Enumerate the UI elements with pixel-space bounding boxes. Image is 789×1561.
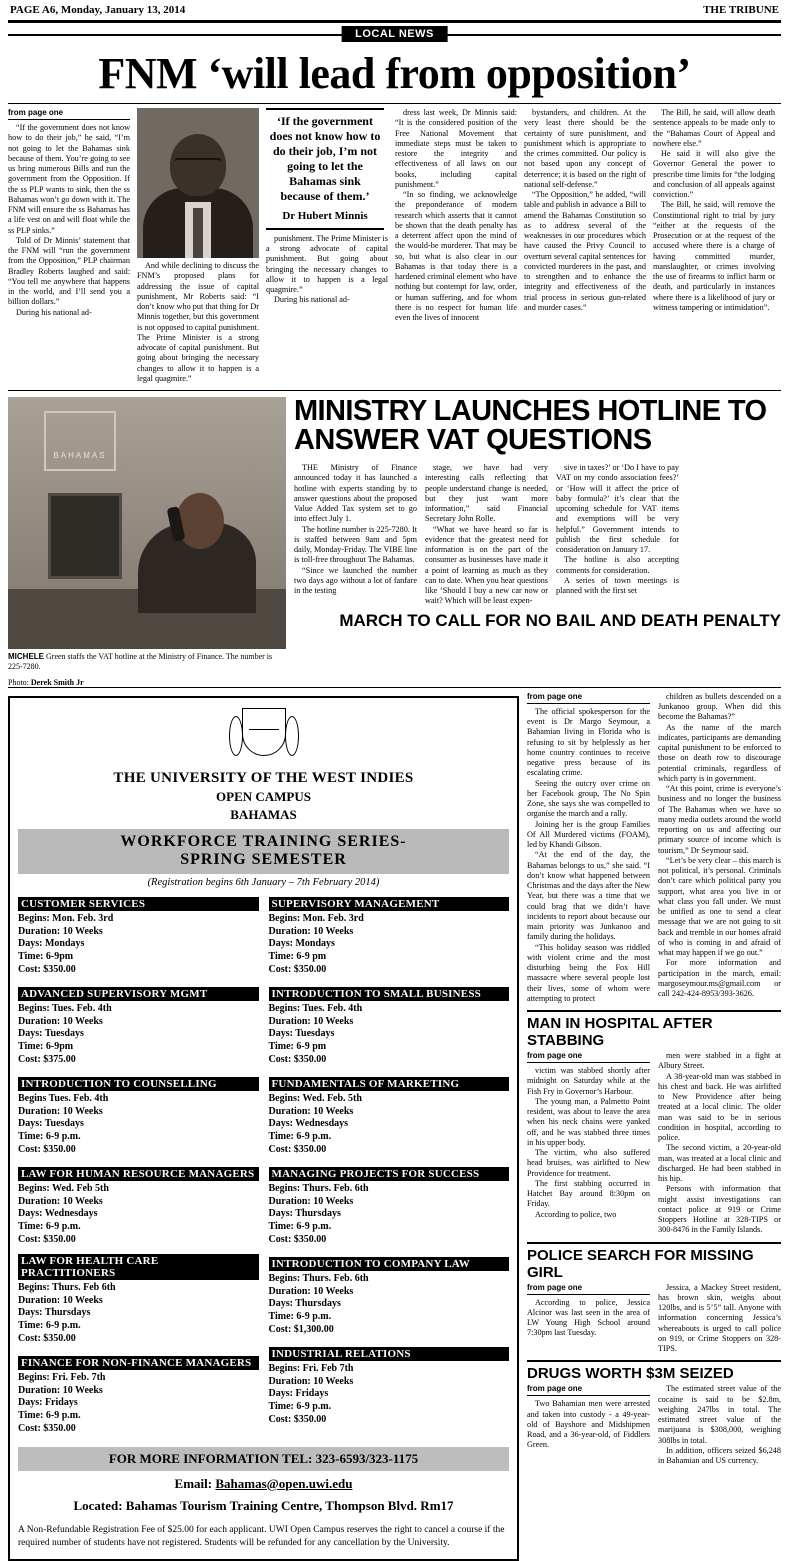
- paragraph: The hotline is also accepting comments for consideration.: [556, 555, 679, 575]
- course-duration: Duration: 10 Weeks: [268, 1105, 354, 1117]
- missing-girl-story: [527, 1283, 781, 1355]
- course-duration: Duration: 10 Weeks: [268, 925, 354, 937]
- paragraph: Two Bahamian men were arrested and taken into custody - a 49-year-old of Bayshore and Midshipmen Road, and a 36-year-old, of Fiddlers Green.: [527, 1399, 650, 1450]
- march-column-2: [658, 692, 781, 1004]
- course-time: Time: 6-9 p.m.: [268, 1131, 332, 1143]
- paragraph: According to police, Jessica Alcinor was last seen in the area of LW Young High School around 7:30pm last Tuesday.: [527, 1297, 650, 1338]
- course-item: [269, 1254, 510, 1337]
- drugs-column-2: [658, 1384, 781, 1466]
- paragraph: Seeing the outcry over crime on her Facebook group, The No Spin Zone, she says she was compelled to organise the march and a rally.: [527, 778, 650, 819]
- paragraph: “Let’s be very clear – this march is not political, it’s personal. Criminals don’t care which political party you support, what area you live in or what class you fall under. We must be unified as one to send a clear message that we are not going to sit back and tremble in our homes afraid of who is coming in and afraid of what may happen if we go out.”: [658, 855, 781, 958]
- advert-registration-dates: (Registration begins 6th January – 7th February 2014): [147, 876, 380, 888]
- advert-telephone[interactable]: FOR MORE INFORMATION TEL: 323-6593/323-1175: [18, 1447, 509, 1471]
- course-begins: Begins: Tues. Feb. 4th: [268, 1002, 363, 1014]
- photo-caption: [8, 652, 286, 673]
- paragraph: Told of Dr Minnis’ statement that the FNM will “run the government from the Opposition,” PLP chairman Bradley Roberts laughed and said: “You tell me anywhere that happens in the world, and I’ll send you a billion dollars.”: [8, 235, 130, 307]
- paragraph: Persons with information that might assist investigations can contact police at 919 or Crime Stoppers Hotline at 328-TIPS or 300-8476 in the Family Islands.: [658, 1184, 781, 1235]
- paragraph: During his national ad-: [16, 307, 92, 317]
- masthead: [8, 0, 781, 18]
- course-details: [269, 1183, 510, 1247]
- course-cost: Cost: $375.00: [18, 1053, 76, 1065]
- uwi-advertisement: [8, 696, 519, 1561]
- course-item: [269, 984, 510, 1067]
- course-details: [269, 1003, 510, 1067]
- paragraph: victim was stabbed shortly after midnight on Saturday while at the Fish Fry in Governor’s Harbour.: [527, 1066, 650, 1096]
- page-title: FNM ‘will lead from opposition’: [98, 49, 691, 98]
- paragraph: bystanders, and children. At the very least there should be the certainty of sure punishment, and punishment which is appropriate to the crimes committed. Our policy is not based upon any concept of deterrence; it is based on the right of national self-defense.”: [524, 108, 646, 189]
- course-days: Days: Fridays: [18, 1397, 78, 1409]
- paragraph: “In so finding, we acknowledge the preponderance of modern research which asserts that it cannot be shown that the death penalty has a deterrent affect upon the mind of the would-be murderer. That may be so, but what is also clear in our Bahamas is that today there is a hardened criminal element who have nothing but contempt for law, order, or human suffering, and for whom there is no respect for human life even the lives of innocent: [395, 190, 517, 322]
- vat-headline: MINISTRY LAUNCHES HOTLINE TO ANSWER VAT QUESTIONS: [294, 395, 767, 456]
- course-details: [18, 1003, 259, 1067]
- advert-location: Located: Bahamas Tourism Training Centre, Thompson Blvd. Rm17: [73, 1497, 454, 1513]
- vat-story: [8, 397, 781, 687]
- from-page-one-label: from page one: [8, 108, 130, 120]
- advert-band-line2: SPRING SEMESTER: [180, 850, 347, 868]
- course-name: ADVANCED SUPERVISORY MGMT: [18, 987, 259, 1001]
- story-column-6: [653, 108, 775, 384]
- pull-quote-attribution: Dr Hubert Minnis: [282, 210, 368, 222]
- paragraph: Joining her is the group Families Of All Murdered victims (FOAM), led by Khandi Gibson.: [527, 819, 650, 850]
- course-begins: Begins Tues. Feb. 4th: [18, 1092, 109, 1104]
- paragraph: The official spokesperson for the event is Dr Margo Seymour, a Bahamian living in Florida who is refusing to sit by helplessly as her home country continues to receive negative press because of its escalating crime.: [527, 706, 650, 778]
- course-time: Time: 6-9 p.m.: [18, 1410, 81, 1422]
- advert-institution: THE UNIVERSITY OF THE WEST INDIES: [113, 769, 414, 786]
- advert-country: BAHAMAS: [230, 806, 297, 822]
- from-page-one-label: from page one: [527, 1384, 650, 1396]
- missing-girl-column-2: [658, 1283, 781, 1355]
- course-details: [18, 1093, 259, 1157]
- paragraph: During his national ad-: [274, 295, 350, 305]
- advert-campus: OPEN CAMPUS: [216, 788, 311, 804]
- right-news-stack: [527, 692, 781, 1561]
- drugs-headline: DRUGS WORTH $3M SEIZED: [527, 1360, 781, 1382]
- course-details: [18, 913, 259, 977]
- course-item: [269, 1074, 510, 1157]
- course-time: Time: 6-9 pm: [268, 1041, 327, 1053]
- course-column-left: [18, 894, 259, 1443]
- paragraph: “At this point, crime is everyone’s business and no longer the business of The Bahamas when we have so many media outlets around the world reporting on us and affecting our primary source of income which is tourism,” Dr Seymour said.: [658, 784, 781, 855]
- paragraph: sive in taxes?’ or ‘Do I have to pay VAT on my condo association fees?’ or ‘How will it affect the price of baby formula?’ it’s clear that the upcoming schedule for VAT items and exemptions will be very helpful.” Government intends to publish the first schedule for consideration on January 17.: [556, 463, 679, 554]
- vat-columns: [294, 463, 781, 607]
- vat-column-3: [556, 463, 679, 607]
- course-item: [269, 1344, 510, 1427]
- course-name: INDUSTRIAL RELATIONS: [269, 1347, 510, 1361]
- from-page-one-label: from page one: [527, 1051, 650, 1063]
- course-item: [18, 1254, 259, 1346]
- course-name: CUSTOMER SERVICES: [18, 897, 259, 911]
- course-days: Days: Thursdays: [18, 1307, 91, 1319]
- course-days: Days: Wednesdays: [18, 1208, 98, 1220]
- course-time: Time: 6-9 p.m.: [18, 1320, 81, 1332]
- course-time: Time: 6-9 pm: [268, 951, 327, 963]
- course-cost: Cost: $350.00: [268, 1413, 327, 1425]
- course-time: Time: 6-9 p.m.: [18, 1221, 81, 1233]
- paragraph: “This holiday season was riddled with violent crime and the most disturbing being the Fox Hill massacre where several people lost their lives, some of whom were attempting to protect: [527, 942, 650, 1003]
- story-column-3: [266, 108, 388, 384]
- course-days: Days: Tuesdays: [18, 1028, 84, 1040]
- missing-girl-headline: POLICE SEARCH FOR MISSING GIRL: [527, 1242, 781, 1281]
- photo-person-head: [176, 493, 224, 549]
- stabbing-column-1: [527, 1051, 650, 1236]
- paragraph: A 38-year-old man was stabbed in his chest and back. He was airlifted to New Providence after being treated at a local clinic. The older man was said to be in serious condition in hospital, according to police.: [658, 1071, 781, 1143]
- paragraph: He said it will also give the Governor General the power to prescribe time limits for “the lodging and conclusion of all appeals against conviction.”: [653, 149, 775, 199]
- course-days: Days: Mondays: [268, 938, 335, 950]
- course-duration: Duration: 10 Weeks: [268, 1375, 354, 1387]
- crest-shield: [242, 708, 286, 756]
- advert-footnote: A Non-Refundable Registration Fee of $25.00 for each applicant. UWI Open Campus reserves the right to cancel a course if the required number of students have not registered. Students will be refunded for any cancellation by the University.: [18, 1524, 505, 1548]
- paragraph: For more information and participation in the march, email: margoseymour.ms@gmail.com or call 242-424-8953/393-3626.: [658, 958, 781, 999]
- headline-rule: [8, 103, 781, 104]
- course-begins: Begins: Wed. Feb. 5th: [268, 1092, 362, 1104]
- course-begins: Begins: Fri. Feb 7th: [268, 1362, 354, 1374]
- section-bar: [8, 26, 781, 42]
- advert-email-label: Email:: [174, 1475, 216, 1491]
- course-details: [269, 1093, 510, 1157]
- photo-credit-name: Derek Smith Jr: [28, 677, 84, 687]
- stabbing-story: [527, 1051, 781, 1236]
- course-name: INTRODUCTION TO SMALL BUSINESS: [269, 987, 510, 1001]
- course-name: FUNDAMENTALS OF MARKETING: [269, 1077, 510, 1091]
- vat-column-1: [294, 463, 417, 607]
- advert-band-line1: WORKFORCE TRAINING SERIES-: [120, 832, 407, 850]
- course-days: Days: Wednesdays: [268, 1118, 349, 1130]
- course-days: Days: Tuesdays: [268, 1028, 335, 1040]
- course-time: Time: 6-9 p.m.: [268, 1401, 332, 1413]
- course-name: INTRODUCTION TO COUNSELLING: [18, 1077, 259, 1091]
- photo-credit-label: Photo:: [8, 677, 29, 687]
- bahamas-crest-icon: BAHAMAS: [44, 411, 116, 471]
- vat-divider: [8, 687, 781, 688]
- course-begins: Begins: Tues. Feb. 4th: [18, 1002, 112, 1014]
- course-duration: Duration: 10 Weeks: [18, 1105, 103, 1117]
- paragraph: Jessica, a Mackey Street resident, has brown skin, weighs about 120lbs, and is 5’5” tall. Anyone with information concerning Jessica’s whereabouts is urged to call police on 919, or Crime Stoppers on 328-TIPS.: [658, 1282, 781, 1354]
- course-duration: Duration: 10 Weeks: [268, 1285, 354, 1297]
- paragraph: “Since we launched the number two days ago without a lot of fanfare in the testing: [294, 565, 417, 595]
- march-headline: MARCH TO CALL FOR NO BAIL AND DEATH PENALTY: [339, 610, 781, 630]
- advert-email-link[interactable]: Bahamas@open.uwi.edu: [215, 1475, 353, 1491]
- course-days: Days: Thursdays: [268, 1208, 341, 1220]
- march-story: [527, 692, 781, 1004]
- course-begins: Begins: Mon. Feb. 3rd: [18, 912, 114, 924]
- course-details: [18, 1282, 259, 1346]
- course-time: Time: 6-9 p.m.: [18, 1131, 81, 1143]
- paragraph: children as bullets descended on a Junkanoo group. When did this become the Bahamas?”: [658, 691, 781, 722]
- crest-wreath-left: [229, 716, 243, 756]
- from-page-one-label: from page one: [527, 1283, 650, 1295]
- course-cost: Cost: $350.00: [18, 1143, 76, 1155]
- course-days: Days: Mondays: [18, 938, 85, 950]
- advert-band: [18, 829, 509, 874]
- vat-text-block: [294, 397, 781, 687]
- course-days: Days: Thursdays: [268, 1298, 341, 1310]
- photo-figure-glasses: [174, 158, 222, 169]
- paragraph: A series of town meetings is planned with the first set: [556, 575, 679, 595]
- crest-wreath-right: [285, 716, 299, 756]
- course-item: [18, 984, 259, 1067]
- course-begins: Begins: Thurs. Feb. 6th: [268, 1272, 369, 1284]
- paragraph: According to police, two: [535, 1209, 617, 1219]
- vat-photo-block: [8, 397, 286, 687]
- course-days: Days: Fridays: [268, 1388, 329, 1400]
- course-item: [18, 894, 259, 977]
- course-cost: Cost: $350.00: [18, 1332, 76, 1344]
- drugs-story: [527, 1384, 781, 1466]
- course-details: [18, 1183, 259, 1247]
- course-cost: Cost: $350.00: [268, 963, 327, 975]
- paragraph: stage, we have had very interesting calls reflecting that people understand change is needed, but they just want more information,” said Financial Secretary John Rolle.: [425, 463, 548, 524]
- paragraph: As the name of the march indicates, participants are demanding capital punishment to be enforced to those on death row to discourage potential criminals, regardless of which party is in government.: [658, 722, 781, 783]
- paragraph: The young man, a Palmetto Point resident, was about to leave the area when his neck chains were yanked off, and he was stabbed three times in his upper body.: [527, 1096, 650, 1147]
- paragraph: The victim, who also suffered head bruises, was airlifted to New Providence for treatment.: [527, 1148, 650, 1178]
- course-cost: Cost: $350.00: [18, 1422, 76, 1434]
- advert-email-line: [18, 1476, 509, 1492]
- course-duration: Duration: 10 Weeks: [268, 1015, 354, 1027]
- paragraph: “If the government does not know how to do their job,” he said, “I’m not going to let the Bahamas sink because of them. You’re going to see us bring numerous Bills and run the government from the Opposition. If the ss PLP wants to sink, then the ss Bahamas won’t go down with it. The FNM will ensure the ss Bahamas has a life vest on and will float while the ss PLP sinks.”: [8, 123, 130, 235]
- course-begins: Begins: Mon. Feb. 3rd: [268, 912, 364, 924]
- course-cost: Cost: $350.00: [18, 1233, 76, 1245]
- paragraph: The hotline number is 225-7280. It is staffed between 9am and 5pm daily, Monday-Friday. The VIBE line is toll-free throughout The Bahamas.: [294, 524, 417, 565]
- paragraph: dress last week, Dr Minnis said: “It is the considered position of the Free National Movement that immediate steps must be taken to restore the integrity and effectiveness of all laws on our books, including capital punishment.”: [395, 108, 517, 189]
- course-time: Time: 6-9pm: [18, 1041, 74, 1053]
- course-duration: Duration: 10 Weeks: [18, 1294, 103, 1306]
- paragraph: punishment. The Prime Minister is a strong advocate of capital punishment. But going about bringing the necessary changes to allow it to happen is a legal quagmire.”: [266, 233, 388, 294]
- photo-hubert-minnis: [137, 108, 259, 258]
- photo-vat-hotline: [8, 397, 286, 649]
- course-time: Time: 6-9 p.m.: [268, 1311, 332, 1323]
- course-item: [18, 1353, 259, 1436]
- stabbing-headline: MAN IN HOSPITAL AFTER STABBING: [527, 1010, 781, 1049]
- course-details: [269, 1273, 510, 1337]
- paragraph: The second victim, a 20-year-old man, was treated at a local clinic and discharged. He had been stabbed in his hip.: [658, 1143, 781, 1184]
- photo-caption-text: Green staffs the VAT hotline at the Ministry of Finance. The number is 225-7280.: [8, 652, 273, 672]
- publication-name: THE TRIBUNE: [703, 4, 779, 16]
- course-name: SUPERVISORY MANAGEMENT: [269, 897, 510, 911]
- story-column-5: [524, 108, 646, 384]
- course-duration: Duration: 10 Weeks: [18, 1384, 103, 1396]
- uwi-crest-icon: [225, 708, 303, 768]
- march-column-1: [527, 692, 650, 1004]
- paragraph: The first stabbing occurred in Hatchet Bay around 8:30pm on Friday.: [527, 1178, 650, 1209]
- bottom-section: [8, 692, 781, 1561]
- vat-column-2: [425, 463, 548, 607]
- main-story: [8, 108, 781, 384]
- course-duration: Duration: 10 Weeks: [18, 1015, 103, 1027]
- photo-figure-tie: [193, 208, 203, 258]
- course-duration: Duration: 10 Weeks: [18, 925, 103, 937]
- pull-quote: [266, 108, 384, 230]
- paragraph: The estimated street value of the cocaine is said to be $2.8m, weighing 247lbs in total. The estimated street value of the marijuana is $308,000, weighing 308lbs in total.: [658, 1384, 781, 1445]
- course-duration: Duration: 10 Weeks: [268, 1195, 354, 1207]
- course-details: [269, 913, 510, 977]
- paragraph: men were stabbed in a fight at Albury Street.: [658, 1051, 781, 1071]
- photo-monitor: [48, 493, 122, 579]
- course-name: FINANCE FOR NON-FINANCE MANAGERS: [18, 1356, 259, 1370]
- paragraph: The Bill, he said, will allow death sentence appeals to be made only to the “Bahamas Court of Appeal and nowhere else.”: [653, 108, 775, 148]
- photo-credit: [8, 678, 286, 687]
- paragraph: THE Ministry of Finance announced today it has launched a hotline with experts standing by to answer questions about the proposed Value Added Tax system set to go into effect July 1.: [294, 463, 417, 524]
- course-cost: Cost: $350.00: [18, 963, 76, 975]
- paragraph: In addition, officers seized $6,248 in Bahamian and US currency.: [658, 1445, 781, 1466]
- from-page-one-label: from page one: [527, 692, 650, 704]
- course-cost: Cost: $350.00: [268, 1233, 327, 1245]
- course-item: [269, 1164, 510, 1247]
- course-cost: Cost: $350.00: [268, 1143, 327, 1155]
- missing-girl-column-1: [527, 1283, 650, 1355]
- course-begins: Begins: Wed. Feb 5th: [18, 1182, 109, 1194]
- course-begins: Begins: Thurs. Feb. 6th: [268, 1182, 369, 1194]
- story-column-1: [8, 108, 130, 384]
- story-column-2: [137, 108, 259, 384]
- story-column-4: [395, 108, 517, 384]
- course-name: LAW FOR HUMAN RESOURCE MANAGERS: [18, 1167, 259, 1181]
- course-days: Days: Tuesdays: [18, 1118, 84, 1130]
- paragraph: “At the end of the day, the Bahamas belongs to us,” she said. “I don’t know what happened between Christmas and the days after the New Year, but there was a time that we could brag that we didn’t have incidents to report about because our main priority was Junkanoo and family during the holidays.: [527, 850, 650, 942]
- course-item: [18, 1074, 259, 1157]
- paragraph: “The Opposition,” he added, “will table and publish in advance a Bill to amend the Bahamas Constitution so as to address several of the weaknesses in our procedures which have caused the Privy Council to overturn several capital sentences for convicted murderers in the past, and to strengthen and to enhance the integrity and effectiveness of the trial process in serious gun-related and murder cases.”: [524, 190, 646, 312]
- page-date: PAGE A6, Monday, January 13, 2014: [10, 4, 186, 16]
- course-name: INTRODUCTION TO COMPANY LAW: [269, 1257, 510, 1271]
- course-details: [269, 1363, 510, 1427]
- course-begins: Begins: Thurs. Feb 6th: [18, 1281, 116, 1293]
- course-details: [18, 1372, 259, 1436]
- stabbing-column-2: [658, 1051, 781, 1236]
- course-cost: Cost: $350.00: [268, 1053, 327, 1065]
- course-column-right: [269, 894, 510, 1443]
- course-item: [269, 894, 510, 977]
- story-divider: [8, 390, 781, 391]
- paragraph: The Bill, he said, will remove the Constitutional right to trial by jury “either at the requests of the Prosecution or at the request of the accused where there is a charge of having committed murder, manslaughter, or crimes involving the use of firearms to inflict harm or death, and particularly in instances where there is a likelihood of jury or witness tampering or intimidation”.: [653, 200, 775, 312]
- drugs-column-1: [527, 1384, 650, 1466]
- course-time: Time: 6-9pm: [18, 951, 74, 963]
- masthead-rule: [8, 20, 781, 23]
- course-name: MANAGING PROJECTS FOR SUCCESS: [269, 1167, 510, 1181]
- course-grid: [18, 894, 509, 1443]
- course-cost: Cost: $1,300.00: [268, 1323, 334, 1335]
- course-begins: Begins: Fri. Feb. 7th: [18, 1371, 106, 1383]
- course-duration: Duration: 10 Weeks: [18, 1195, 103, 1207]
- paragraph: “What we have heard so far is evidence that the greatest need for information is on the part of the consumer as businesses have made it a point of learning as much as they can to date. When you hear questions like ‘Should I buy a new car now or wait? Which will be least expen-: [425, 524, 548, 606]
- photo-caption-lead: MICHELE: [8, 652, 44, 661]
- course-name: LAW FOR HEALTH CARE PRACTITIONERS: [18, 1254, 259, 1280]
- course-item: [18, 1164, 259, 1247]
- paragraph: And while declining to discuss the FNM’s proposed plans for addressing the issue of capital punishment, Mr Roberts said: “I don’t know who put that thing for Dr Minnis together, but this government is not opposed to capital punishment. The Prime Minister is a strong advocate of capital punishment. But going about bringing the necessary changes to allow it to happen is a legal quagmire.”: [137, 261, 259, 383]
- pull-quote-text: ‘If the government does not know how to do their job, I’m not going to let the Bahamas sink because of them.’: [269, 114, 381, 203]
- section-label: LOCAL NEWS: [341, 26, 448, 42]
- course-time: Time: 6-9 p.m.: [268, 1221, 332, 1233]
